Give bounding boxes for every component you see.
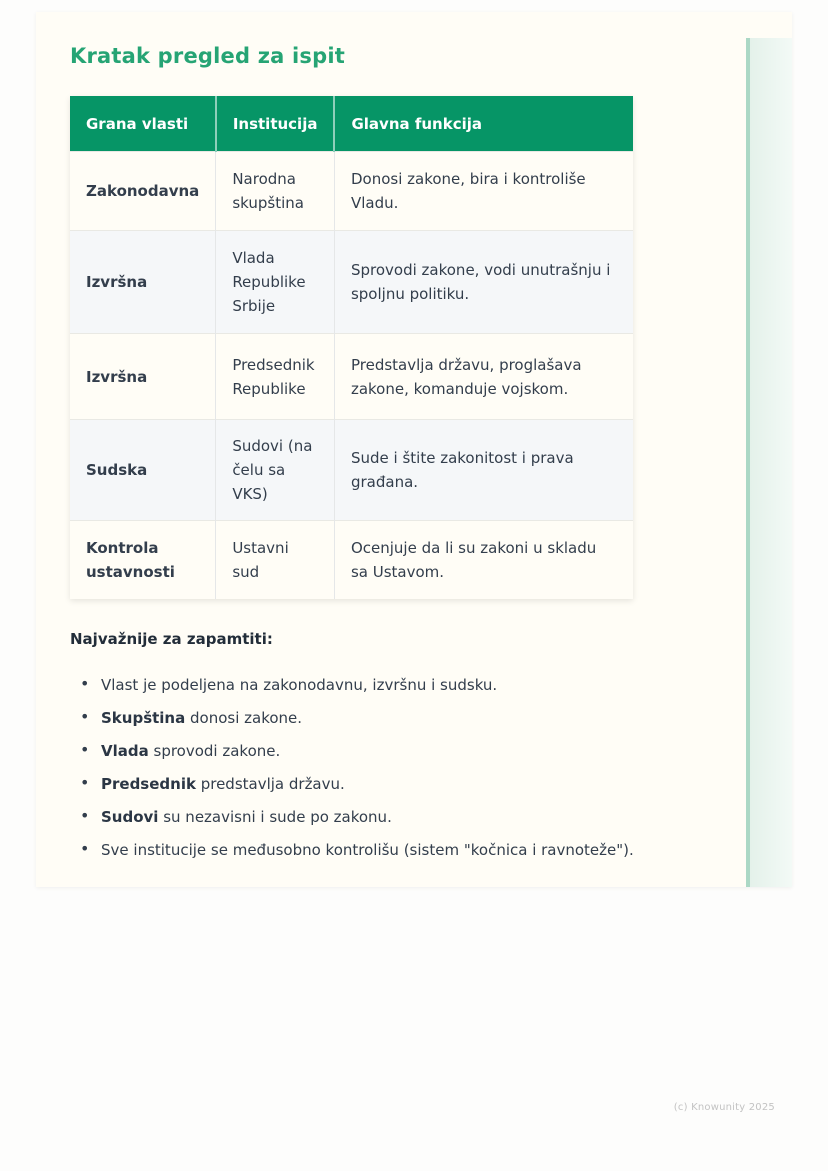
- overview-table: [70, 96, 633, 599]
- table-row: [70, 231, 633, 334]
- list-item: [78, 741, 668, 761]
- bullet-bold-text: Sudovi: [101, 807, 159, 826]
- header-glavna-funkcija: Glavna funkcija: [334, 96, 633, 152]
- summary-heading: Najvažnije za zapamtiti:: [70, 629, 273, 648]
- institution-cell: Sudovi (na čelu sa VKS): [216, 420, 335, 521]
- list-item: [78, 840, 668, 860]
- function-cell: Sprovodi zakone, vodi unutrašnju i spoljnu politiku.: [334, 231, 633, 334]
- table-row: [70, 521, 633, 599]
- header-institucija: Institucija: [216, 96, 335, 152]
- institution-cell: Ustavni sud: [216, 521, 335, 599]
- page-title: Kratak pregled za ispit: [70, 44, 346, 68]
- branch-cell: Izvršna: [70, 231, 216, 334]
- list-item: [78, 807, 668, 827]
- bullet-text: Vlast je podeljena na zakonodavnu, izvršnu i sudsku.: [101, 675, 498, 694]
- table-row: [70, 152, 633, 231]
- function-cell: Predstavlja državu, proglašava zakone, komanduje vojskom.: [334, 334, 633, 420]
- table-row: [70, 420, 633, 521]
- branch-cell: Kontrola ustavnosti: [70, 521, 216, 599]
- list-item: [78, 774, 668, 794]
- function-cell: Ocenjuje da li su zakoni u skladu sa Ustavom.: [334, 521, 633, 599]
- branch-cell: Zakonodavna: [70, 152, 216, 231]
- table-row: [70, 334, 633, 420]
- bullet-text: Sve institucije se međusobno kontrolišu (sistem "kočnica i ravnoteže").: [101, 840, 634, 859]
- bullet-text: predstavlja državu.: [195, 774, 345, 793]
- bullet-text: sprovodi zakone.: [148, 741, 281, 760]
- summary-list: [70, 675, 668, 860]
- page-card: [36, 12, 792, 887]
- header-grana-vlasti: Grana vlasti: [70, 96, 216, 152]
- branch-cell: Sudska: [70, 420, 216, 521]
- bullet-text: donosi zakone.: [185, 708, 303, 727]
- list-item: [78, 675, 668, 695]
- institution-cell: Vlada Republike Srbije: [216, 231, 335, 334]
- function-cell: Sude i štite zakonitost i prava građana.: [334, 420, 633, 521]
- branch-cell: Izvršna: [70, 334, 216, 420]
- institution-cell: Predsednik Republike: [216, 334, 335, 420]
- bullet-bold-text: Predsednik: [101, 774, 196, 793]
- page-content: [70, 12, 680, 873]
- bullet-bold-text: Vlada: [101, 741, 149, 760]
- copyright-note: (c) Knowunity 2025: [673, 1102, 775, 1113]
- bullet-text: su nezavisni i sude po zakonu.: [158, 807, 392, 826]
- table-header-row: [70, 96, 633, 152]
- accent-strip: [746, 38, 792, 887]
- bullet-bold-text: Skupština: [101, 708, 186, 727]
- institution-cell: Narodna skupština: [216, 152, 335, 231]
- function-cell: Donosi zakone, bira i kontroliše Vladu.: [334, 152, 633, 231]
- list-item: [78, 708, 668, 728]
